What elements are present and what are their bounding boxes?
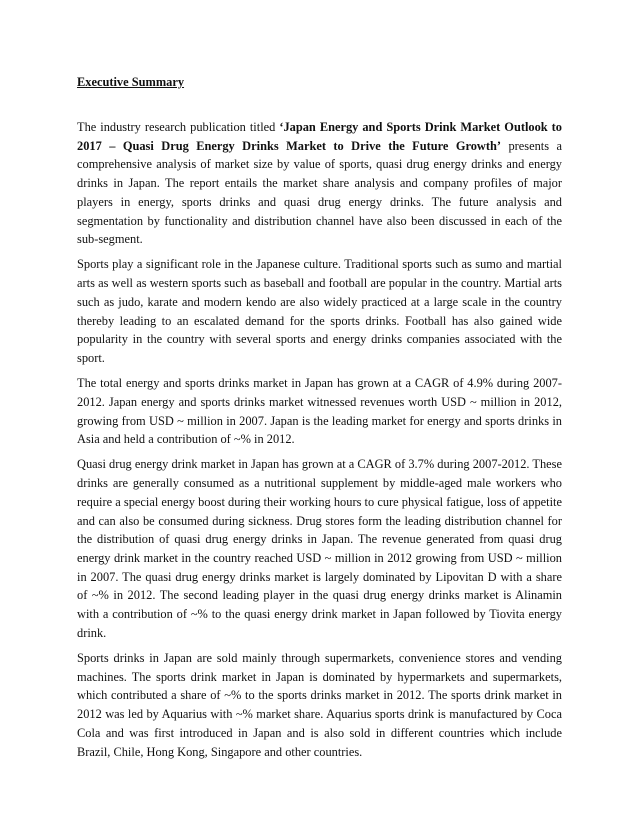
section-heading: Executive Summary <box>77 75 185 89</box>
paragraph-sports-drinks: Sports drinks in Japan are sold mainly through supermarkets, convenience stores and vending machines. The sports drink market in Japan is dominated by hypermarkets and supermarkets, which contributed a share of ~% to the sports drinks market in 2012. The sports drink market in 2012 was led by Aquarius with ~% market share. Aquarius sports drink is manufactured by Coca Cola and was first introduced in Japan and is also sold in different countries which include Brazil, Chile, Hong Kong, Singapore and other countries. <box>77 650 562 759</box>
paragraph-sports-culture: Sports play a significant role in the Japanese culture. Traditional sports such as sumo and martial arts as well as western sports such as baseball and football are popular in the country. Martial arts such as judo, karate and modern kendo are also widely practiced at a large scale in the country thereby leading to an escalated demand for the sports drinks. Football has also gained wide popularity in the country with several sports and energy drinks companies associated with the sport. <box>77 257 562 365</box>
paragraph-market-growth: The total energy and sports drinks market in Japan has grown at a CAGR of 4.9% during 2007-2012. Japan energy and sports drinks market witnessed revenues worth USD ~ million in 2012, growing from USD ~ million in 2007. Japan is the leading market for energy and sports drinks in Asia and held a contribution of ~% in 2012. <box>77 376 562 447</box>
intro-text-end: presents a comprehensive analysis of market size by value of sports, quasi drug energy drinks and energy drinks in Japan. The report entails the market share analysis and company profiles of major players in energy, sports drinks and quasi drug energy drinks. The future analysis and segmentation by functionality and distribution channel have also been discussed in each of the sub-segment. <box>77 138 562 247</box>
intro-text-start: The industry research publication titled <box>77 120 280 134</box>
paragraph-quasi-drug: Quasi drug energy drink market in Japan has grown at a CAGR of 3.7% during 2007-2012. These drinks are generally consumed as a nutritional supplement by middle-aged male workers who require a special energy boost during their working hours to cure physical fatigue, loss of appetite and can also be consumed during sickness. Drug stores form the leading distribution channel for the distribution of quasi drug energy drinks in Japan. The revenue generated from quasi drug energy drink market in the country reached USD ~ million in 2012 growing from USD ~ million in 2007. The quasi drug energy drinks market is largely dominated by Lipovitan D with a share of ~% in 2012. The second leading player in the quasi drug energy drinks market is Alinamin with a contribution of ~% to the quasi energy drink market in Japan followed by Tiovita energy drink. <box>77 457 562 640</box>
paragraph-intro <box>77 118 562 249</box>
report-title: ‘Japan Energy and Sports Drink Market Outlook to 2017 – Quasi Drug Energy Drinks Market to Drive the Future Growth’ <box>77 120 562 153</box>
